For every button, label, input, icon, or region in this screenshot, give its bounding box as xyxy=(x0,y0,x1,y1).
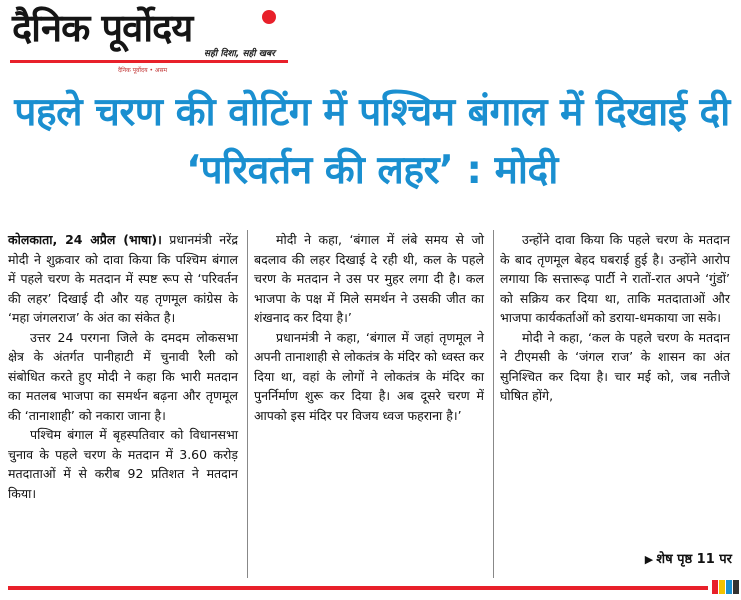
masthead-rule xyxy=(10,60,288,63)
continued-link[interactable] xyxy=(600,549,732,567)
article-column-1 xyxy=(8,230,238,503)
continued-text: शेष पृष्ठ 11 पर xyxy=(656,552,732,567)
column-divider xyxy=(247,230,248,578)
article-headline: पहले चरण की वोटिंग में पश्चिम बंगाल में दिखाई दी ‘परिवर्तन की लहर’ : मोदी xyxy=(14,90,730,193)
article-paragraph xyxy=(8,230,238,328)
paragraph-text: प्रधानमंत्री नरेंद्र मोदी ने शुक्रवार को दावा किया कि पश्चिम बंगाल में पहले चरण के मतदान में स्पष्ट रूप से ‘परिवर्तन की लहर’ दिखाई दी और यह तृणमूल कांग्रेस के ‘महा जंगलराज’ के अंत का संकेत है। xyxy=(8,232,238,325)
article-column-3 xyxy=(500,230,730,406)
article-paragraph: प्रधानमंत्री ने कहा, ‘बंगाल में जहां तृणमूल ने अपनी तानाशाही से लोकतंत्र के मंदिर को ध्वस्त कर दिया था, वहां के लोगों ने लोकतंत्र के मंदिर का पुनर्निर्माण शुरू कर दिया है। अब दूसरे चरण में आपको इस मंदिर पर विजय ध्वज फहराना है।’ xyxy=(254,329,484,423)
color-swatch xyxy=(733,580,739,594)
masthead xyxy=(8,2,288,74)
triangle-arrow-icon: ▶ xyxy=(644,553,654,566)
dateline: कोलकाता, 24 अप्रैल (भाषा)। xyxy=(8,232,162,247)
newspaper-logo: दैनिक पूर्वोदय xyxy=(12,6,193,50)
color-swatch xyxy=(712,580,718,594)
logo-dot-icon xyxy=(262,10,276,24)
article-paragraph: उन्होंने दावा किया कि पहले चरण के मतदान के बाद तृणमूल बेहद घबराई हुई है। उन्होंने आरोप लगाया कि सत्तारूढ़ पार्टी ने रातों-रात अपने ‘गुंडों’ को सक्रिय कर दिया था, ताकि मतदाताओं और भाजपा कार्यकर्ताओं को डराया-धमकाया जा सके। xyxy=(500,232,730,325)
article-paragraph: पश्चिम बंगाल में बृहस्पतिवार को विधानसभा चुनाव के पहले चरण के मतदान में 3.60 करोड़ मतदाताओं में से करीब 92 प्रतिशत ने मतदान किया। xyxy=(8,427,238,501)
article-paragraph: मोदी ने कहा, ‘कल के पहले चरण के मतदान ने टीएमसी के ‘जंगल राज’ के शासन का अंत सुनिश्चित कर दिया है। चार मई को, जब नतीजे घोषित होंगे, xyxy=(500,329,730,403)
column-divider xyxy=(493,230,494,578)
color-swatch xyxy=(726,580,732,594)
article-paragraph: मोदी ने कहा, ‘बंगाल में लंबे समय से जो बदलाव की लहर दिखाई दे रही थी, कल के पहले चरण के मतदान ने उस पर मुहर लगा दी है। कल भाजपा के पक्ष में मिले समर्थन ने उसकी जीत का शंखनाद कर दिया है।’ xyxy=(254,232,484,325)
footer-rule xyxy=(8,586,708,590)
masthead-subtag: दैनिक पूर्वोदय • असम xyxy=(118,67,168,74)
article-paragraph: उत्तर 24 परगना जिले के दमदम लोकसभा क्षेत्र के अंतर्गत पानीहाटी में चुनावी रैली को संबोधित करते हुए मोदी ने कहा कि भारी मतदान का मतलब भाजपा का समर्थन बढ़ना और तृणमूल की ‘तानाशाही’ को नकारा जाना है। xyxy=(8,329,238,423)
article-column-2 xyxy=(254,230,484,425)
color-swatch xyxy=(719,580,725,594)
tagline: सही दिशा, सही खबर xyxy=(204,49,275,59)
